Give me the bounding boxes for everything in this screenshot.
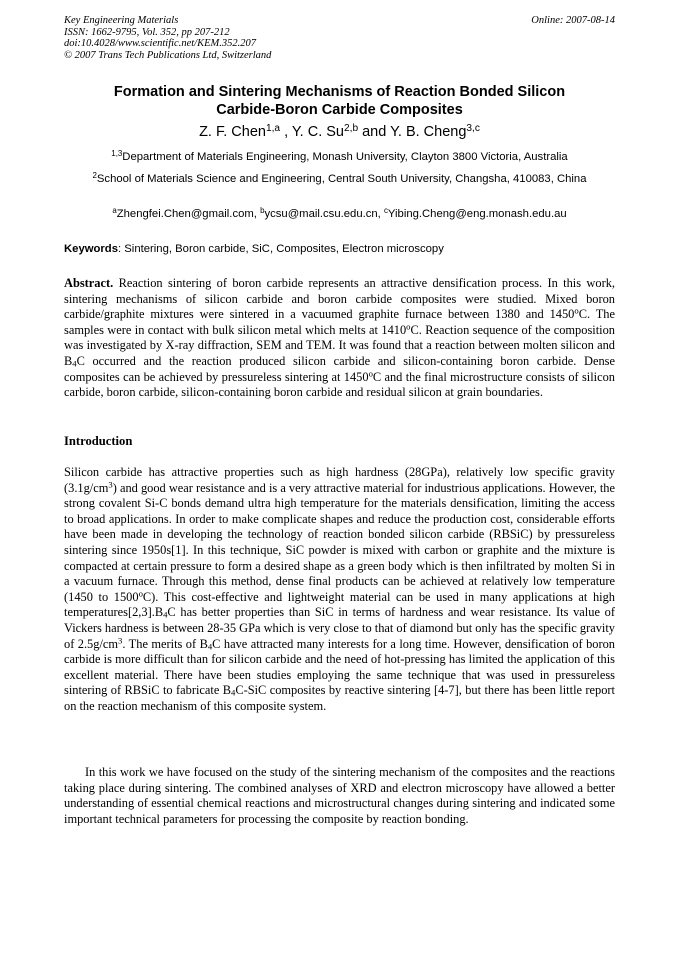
affiliation-1-text: Department of Materials Engineering, Monash University, Clayton 3800 Victoria, Australia	[122, 151, 568, 163]
affiliation-1	[64, 150, 615, 165]
paragraph-text: C). This cost-effective and lightweight material can be used in many applications at high temperatures[2,3].B	[64, 589, 615, 620]
abstract-text: C occurred and the reaction produced silicon carbide and silicon-containing boron carbide. Dense composites can be achieved by pressureless sintering at 1450	[64, 353, 615, 384]
online-date: Online: 2007-08-14	[531, 15, 615, 26]
email-a-marker: a	[112, 206, 117, 216]
email-b-marker: b	[260, 206, 265, 216]
author-separator: ,	[280, 124, 292, 140]
degree-mark: o	[406, 321, 411, 332]
section-heading-introduction: Introduction	[64, 434, 133, 448]
abstract-text: C and the final microstructure consists of silicon carbide, boron carbide, silicon-containing boron carbide and residual silicon at grain boundaries.	[64, 369, 615, 400]
paragraph-text: Silicon carbide has attractive properties such as high hardness (28GPa), relatively low specific gravity (3.1g/cm	[64, 465, 615, 495]
subscript: 4	[207, 641, 213, 652]
issn-line: ISSN: 1662-9795, Vol. 352, pp 207-212	[64, 26, 230, 38]
email-a[interactable]: Zhengfei.Chen@gmail.com,	[116, 208, 261, 220]
degree-mark: o	[574, 305, 579, 316]
author-2-affiliation: 2,b	[344, 122, 359, 134]
author-3: Y. B. Cheng	[390, 124, 467, 140]
paragraph-text: . The merits of B	[122, 636, 208, 651]
author-emails	[64, 207, 615, 222]
affiliation-2	[64, 172, 615, 187]
superscript: 3	[118, 635, 123, 646]
author-separator: and	[358, 124, 391, 140]
paragraph-text: C has better properties than SiC in terms of hardness and wear resistance. Its value of Vickers hardness is between 28-35 GPa which is very close to that of diamond but only has the specific gravity of 2.5g/cm	[64, 605, 615, 651]
author-list	[64, 123, 615, 141]
affiliation-2-marker: 2	[92, 171, 97, 181]
author-3-affiliation: 3,c	[466, 122, 480, 134]
author-2: Y. C. Su	[291, 124, 344, 140]
abstract-text: Reaction sintering of boron carbide represents an attractive densification process. In this work, sintering mechanisms of silicon carbide and boron carbide composites were studied. Mixed boron carbide/graphite mixtures were sintered in a vacuumed graphite furnace between 1380 and 1450	[64, 276, 615, 322]
paragraph-text: ) and good wear resistance and is a very attractive material for industrious applications. However, the strong covalent Si-C bonds demand ultra high temperature for the materials densification, limiting the access to broad applications. In order to make complicate shapes and reduce the production cost, considerable efforts have been made in developing the technology of reaction bonded silicon carbide (RBSiC) by pressureless sintering since 1950s[1]. In this technique, SiC powder is mixed with carbon or graphite and the mixture is compacted at certain pressure to form a desired shape as a green body which is then infiltrated by molten Si in a vacuum furnace. Through this method, dense final products can be achieved at relatively low temperature (1450 to 1500	[64, 480, 615, 604]
degree-mark: o	[138, 588, 143, 599]
email-c[interactable]: Yibing.Cheng@eng.monash.edu.au	[387, 208, 567, 220]
email-b[interactable]: ycsu@mail.csu.edu.cn,	[264, 208, 384, 220]
journal-name: Key Engineering Materials	[64, 15, 179, 26]
journal-header	[64, 15, 271, 61]
doi-line: doi:10.4028/www.scientific.net/KEM.352.207	[64, 38, 256, 49]
paper-title	[64, 83, 615, 119]
author-1-affiliation: 1,a	[265, 122, 281, 134]
abstract-text: C. Reaction sequence of the composition was investigated by X-ray diffraction, SEM and TEM. It was found that a reaction between molten silicon and B	[64, 322, 615, 368]
author-1: Z. F. Chen	[199, 124, 266, 140]
title-line-2: Carbide-Boron Carbide Composites	[216, 102, 463, 118]
abstract	[64, 276, 615, 401]
introduction-paragraph-1	[64, 465, 615, 715]
email-c-marker: c	[383, 206, 388, 216]
keywords-text: : Sintering, Boron carbide, SiC, Composites, Electron microscopy	[118, 243, 444, 255]
paragraph-text: C-SiC composites by reactive sintering [4-7], but there has been little report on the reaction mechanism of this composite system.	[64, 683, 615, 713]
affiliation-1-marker: 1,3	[111, 149, 123, 159]
paragraph-text: C have attracted many interests for a long time. However, densification of boron carbide is more difficult than for silicon carbide and the need of hot-pressing has limited the application of this excellent material. There have been studies employing the same technique that was used in pressureless sintering of RBSiC to fabricate B	[64, 636, 615, 698]
keywords	[64, 242, 615, 257]
superscript: 3	[108, 479, 113, 490]
subscript: 4	[231, 688, 236, 699]
subscript: 4	[163, 610, 168, 621]
abstract-label: Abstract.	[64, 276, 114, 290]
abstract-text: C. The samples were in contact with bulk silicon metal which melts at 1410	[64, 307, 615, 337]
title-line-1: Formation and Sintering Mechanisms of Reaction Bonded Silicon	[113, 84, 566, 100]
subscript: 4	[72, 358, 77, 369]
degree-mark: o	[368, 368, 373, 379]
affiliation-2-text: School of Materials Science and Engineering, Central South University, Changsha, 410083, China	[96, 173, 587, 185]
copyright-line: © 2007 Trans Tech Publications Ltd, Switzerland	[64, 49, 272, 61]
introduction-paragraph-2: In this work we have focused on the study of the sintering mechanism of the composites and the reactions taking place during sintering. The combined analyses of XRD and electron microscopy have allowed a better understanding of essential chemical reactions and microstructural changes during sintering and indicated some important technical parameters for processing the composite by reaction bonding.	[64, 765, 615, 826]
keywords-label: Keywords	[64, 243, 118, 255]
